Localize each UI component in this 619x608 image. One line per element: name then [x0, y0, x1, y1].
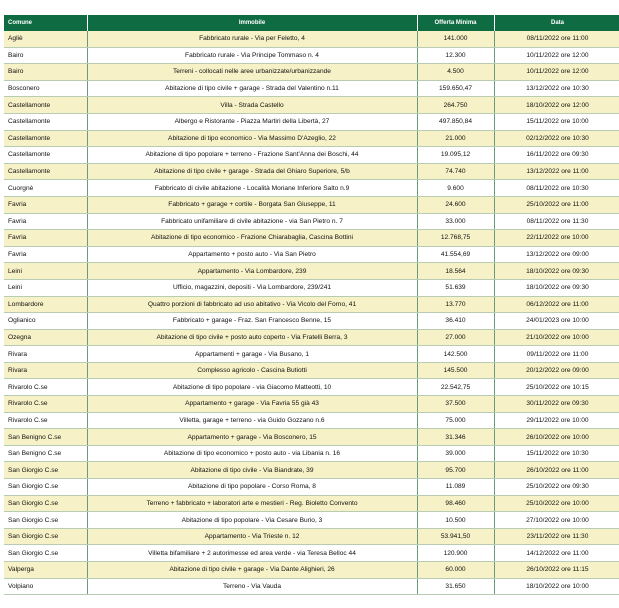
cell-immobile: Appartamento + garage - Via Favria 55 già 43: [87, 396, 417, 413]
header-immobile: Immobile: [87, 15, 417, 31]
cell-immobile: Abitazione di tipo civile + garage - Strada del Ghiaro Superiore, 5/b: [87, 163, 417, 180]
cell-offerta: 21.000: [417, 130, 494, 147]
cell-data: 18/10/2022 ore 10:00: [494, 578, 619, 595]
cell-data: 13/12/2022 ore 11:00: [494, 163, 619, 180]
cell-comune: Lombardore: [4, 296, 87, 313]
cell-data: 25/10/2022 ore 10:00: [494, 495, 619, 512]
cell-comune: Rivarolo C.se: [4, 379, 87, 396]
cell-data: 06/12/2022 ore 11:00: [494, 296, 619, 313]
cell-immobile: Terreno - Via Vauda: [87, 578, 417, 595]
cell-immobile: Abitazione di tipo civile + garage - Strada del Valentino n.11: [87, 80, 417, 97]
cell-comune: Favria: [4, 213, 87, 230]
cell-immobile: Quattro porzioni di fabbricato ad uso abitativo - Via Vicolo del Forno, 41: [87, 296, 417, 313]
cell-data: 26/10/2022 ore 11:15: [494, 562, 619, 579]
cell-offerta: 31.650: [417, 578, 494, 595]
table-row: [4, 528, 619, 545]
cell-offerta: 4.500: [417, 64, 494, 81]
cell-data: 29/11/2022 ore 10:00: [494, 412, 619, 429]
cell-offerta: 39.000: [417, 445, 494, 462]
cell-data: 18/10/2022 ore 12:00: [494, 97, 619, 114]
cell-data: 18/10/2022 ore 09:30: [494, 279, 619, 296]
cell-comune: San Giorgio C.se: [4, 462, 87, 479]
cell-comune: San Benigno C.se: [4, 445, 87, 462]
cell-data: 25/10/2022 ore 10:15: [494, 379, 619, 396]
cell-offerta: 142.500: [417, 346, 494, 363]
cell-offerta: 264.750: [417, 97, 494, 114]
cell-immobile: Fabbricato unifamiliare di civile abitazione - via San Pietro n. 7: [87, 213, 417, 230]
cell-data: 08/11/2022 ore 10:30: [494, 180, 619, 197]
cell-comune: Castellamonte: [4, 97, 87, 114]
table-row: [4, 396, 619, 413]
table-row: [4, 329, 619, 346]
cell-immobile: Albergo e Ristorante - Piazza Martiri della Libertà, 27: [87, 113, 417, 130]
table-row: [4, 130, 619, 147]
cell-data: 09/11/2022 ore 11:00: [494, 346, 619, 363]
cell-comune: Bairo: [4, 64, 87, 81]
cell-immobile: Appartamento - Via Trieste n. 12: [87, 528, 417, 545]
cell-comune: Rivarolo C.se: [4, 412, 87, 429]
table-row: [4, 246, 619, 263]
cell-comune: Oglianico: [4, 313, 87, 330]
cell-comune: Favria: [4, 246, 87, 263]
cell-offerta: 33.000: [417, 213, 494, 230]
header-comune: Comune: [4, 15, 87, 31]
cell-offerta: 19.095,12: [417, 147, 494, 164]
cell-immobile: Complesso agricolo - Cascina Butiotti: [87, 362, 417, 379]
cell-data: 15/11/2022 ore 10:00: [494, 113, 619, 130]
cell-offerta: 141.000: [417, 31, 494, 47]
table-row: [4, 213, 619, 230]
table-row: [4, 47, 619, 64]
auction-table: [4, 15, 619, 595]
cell-comune: Leini: [4, 279, 87, 296]
table-row: [4, 147, 619, 164]
header-offerta: Offerta Minima: [417, 15, 494, 31]
table-row: [4, 80, 619, 97]
cell-data: 25/10/2022 ore 11:00: [494, 196, 619, 213]
cell-data: 02/12/2022 ore 10:30: [494, 130, 619, 147]
cell-immobile: Abitazione di tipo popolare - Corso Roma, 8: [87, 479, 417, 496]
cell-offerta: 36.410: [417, 313, 494, 330]
table-row: [4, 429, 619, 446]
cell-offerta: 24.600: [417, 196, 494, 213]
table-row: [4, 445, 619, 462]
cell-comune: Bairo: [4, 47, 87, 64]
table-row: [4, 97, 619, 114]
cell-immobile: Appartamenti + garage - Via Busano, 1: [87, 346, 417, 363]
cell-offerta: 10.500: [417, 512, 494, 529]
cell-immobile: Fabbricato rurale - Via per Feletto, 4: [87, 31, 417, 47]
cell-comune: San Giorgio C.se: [4, 512, 87, 529]
cell-offerta: 12.768,75: [417, 230, 494, 247]
cell-offerta: 75.000: [417, 412, 494, 429]
cell-comune: San Giorgio C.se: [4, 545, 87, 562]
cell-data: 08/11/2022 ore 11:00: [494, 31, 619, 47]
cell-comune: Leini: [4, 263, 87, 280]
cell-data: 26/10/2022 ore 11:00: [494, 462, 619, 479]
table-row: [4, 562, 619, 579]
table-row: [4, 362, 619, 379]
cell-immobile: Villa - Strada Castello: [87, 97, 417, 114]
cell-offerta: 159.650,47: [417, 80, 494, 97]
cell-data: 22/11/2022 ore 10:00: [494, 230, 619, 247]
table-row: [4, 379, 619, 396]
cell-offerta: 11.089: [417, 479, 494, 496]
cell-comune: Castellamonte: [4, 147, 87, 164]
cell-immobile: Terreno + fabbricato + laboratori arte e mestieri - Reg. Bioletto Convento: [87, 495, 417, 512]
cell-comune: Castellamonte: [4, 130, 87, 147]
table-row: [4, 163, 619, 180]
cell-offerta: 74.740: [417, 163, 494, 180]
table-row: [4, 31, 619, 47]
cell-immobile: Fabbricato + garage - Fraz. San Francesco Benne, 15: [87, 313, 417, 330]
table-row: [4, 263, 619, 280]
table-row: [4, 64, 619, 81]
table-row: [4, 462, 619, 479]
cell-data: 15/11/2022 ore 10:30: [494, 445, 619, 462]
cell-comune: San Giorgio C.se: [4, 479, 87, 496]
cell-comune: Bosconero: [4, 80, 87, 97]
cell-comune: Volpiano: [4, 578, 87, 595]
cell-immobile: Abitazione di tipo civile + garage - Via Dante Alighieri, 26: [87, 562, 417, 579]
cell-data: 08/11/2022 ore 11:30: [494, 213, 619, 230]
table-row: [4, 296, 619, 313]
cell-immobile: Appartamento + garage - Via Bosconero, 15: [87, 429, 417, 446]
cell-offerta: 51.639: [417, 279, 494, 296]
cell-offerta: 120.900: [417, 545, 494, 562]
cell-immobile: Abitazione di tipo popolare - via Giacomo Matteotti, 10: [87, 379, 417, 396]
cell-immobile: Fabbricato + garage + cortile - Borgata San Giuseppe, 11: [87, 196, 417, 213]
cell-data: 10/11/2022 ore 12:00: [494, 64, 619, 81]
cell-comune: San Benigno C.se: [4, 429, 87, 446]
cell-comune: Cuorgnè: [4, 180, 87, 197]
cell-offerta: 95.700: [417, 462, 494, 479]
cell-data: 16/11/2022 ore 09:30: [494, 147, 619, 164]
cell-data: 21/10/2022 ore 10:00: [494, 329, 619, 346]
cell-data: 26/10/2022 ore 10:00: [494, 429, 619, 446]
cell-immobile: Abitazione di tipo popolare - Via Cesare Burio, 3: [87, 512, 417, 529]
cell-comune: Rivarolo C.se: [4, 396, 87, 413]
cell-immobile: Villetta bifamiliare + 2 autorimesse ed area verde - via Teresa Belloc 44: [87, 545, 417, 562]
table-row: [4, 279, 619, 296]
cell-data: 10/11/2022 ore 12:00: [494, 47, 619, 64]
cell-comune: Favria: [4, 230, 87, 247]
cell-immobile: Abitazione di tipo economico - Frazione Chiarabaglia, Cascina Bottini: [87, 230, 417, 247]
table-row: [4, 313, 619, 330]
cell-data: 24/01/2023 ore 10:00: [494, 313, 619, 330]
cell-offerta: 27.000: [417, 329, 494, 346]
cell-offerta: 12.300: [417, 47, 494, 64]
table-row: [4, 412, 619, 429]
cell-offerta: 13.770: [417, 296, 494, 313]
cell-offerta: 497.850,84: [417, 113, 494, 130]
cell-offerta: 60.000: [417, 562, 494, 579]
table-row: [4, 578, 619, 595]
cell-offerta: 41.554,69: [417, 246, 494, 263]
cell-data: 14/12/2022 ore 11:00: [494, 545, 619, 562]
cell-offerta: 53.941,50: [417, 528, 494, 545]
cell-data: 13/12/2022 ore 09:00: [494, 246, 619, 263]
cell-comune: San Giorgio C.se: [4, 495, 87, 512]
table-row: [4, 180, 619, 197]
cell-immobile: Abitazione di tipo economico - Via Massimo D'Azeglio, 22: [87, 130, 417, 147]
table-row: [4, 113, 619, 130]
table-row: [4, 512, 619, 529]
table-row: [4, 479, 619, 496]
cell-immobile: Abitazione di tipo popolare + terreno - Frazione Sant'Anna dei Boschi, 44: [87, 147, 417, 164]
cell-immobile: Fabbricato di civile abitazione - Località Moriane Inferiore Salto n.9: [87, 180, 417, 197]
cell-comune: Valperga: [4, 562, 87, 579]
table-row: [4, 230, 619, 247]
cell-immobile: Appartamento + posto auto - Via San Pietro: [87, 246, 417, 263]
cell-data: 20/12/2022 ore 09:00: [494, 362, 619, 379]
cell-immobile: Abitazione di tipo economico + posto auto - via Libania n. 16: [87, 445, 417, 462]
cell-comune: San Giorgio C.se: [4, 528, 87, 545]
header-data: Data: [494, 15, 619, 31]
cell-comune: Rivara: [4, 346, 87, 363]
cell-comune: Favria: [4, 196, 87, 213]
cell-offerta: 98.460: [417, 495, 494, 512]
cell-comune: Castellamonte: [4, 163, 87, 180]
table-header-row: [4, 15, 619, 31]
cell-comune: Agliè: [4, 31, 87, 47]
cell-comune: Rivara: [4, 362, 87, 379]
cell-comune: Ozegna: [4, 329, 87, 346]
cell-offerta: 37.500: [417, 396, 494, 413]
cell-comune: Castellamonte: [4, 113, 87, 130]
cell-immobile: Abitazione di tipo civile + posto auto coperto - Via Fratelli Berra, 3: [87, 329, 417, 346]
cell-data: 13/12/2022 ore 10:30: [494, 80, 619, 97]
cell-offerta: 22.542,75: [417, 379, 494, 396]
cell-data: 27/10/2022 ore 10:00: [494, 512, 619, 529]
table-row: [4, 545, 619, 562]
cell-immobile: Appartamento - Via Lombardore, 239: [87, 263, 417, 280]
cell-data: 18/10/2022 ore 09:30: [494, 263, 619, 280]
cell-offerta: 9.600: [417, 180, 494, 197]
cell-offerta: 145.500: [417, 362, 494, 379]
cell-immobile: Fabbricato rurale - Via Principe Tommaso n. 4: [87, 47, 417, 64]
table-row: [4, 196, 619, 213]
cell-immobile: Ufficio, magazzini, depositi - Via Lombardore, 239/241: [87, 279, 417, 296]
cell-immobile: Abitazione di tipo civile - Via Biandrate, 39: [87, 462, 417, 479]
cell-data: 23/11/2022 ore 11:30: [494, 528, 619, 545]
cell-immobile: Terreni - collocati nelle aree urbanizzate/urbanizzande: [87, 64, 417, 81]
cell-offerta: 18.564: [417, 263, 494, 280]
cell-immobile: Villetta, garage + terreno - via Guido Gozzano n.6: [87, 412, 417, 429]
cell-data: 30/11/2022 ore 09:30: [494, 396, 619, 413]
cell-data: 25/10/2022 ore 09:30: [494, 479, 619, 496]
table-row: [4, 495, 619, 512]
cell-offerta: 31.346: [417, 429, 494, 446]
table-row: [4, 346, 619, 363]
